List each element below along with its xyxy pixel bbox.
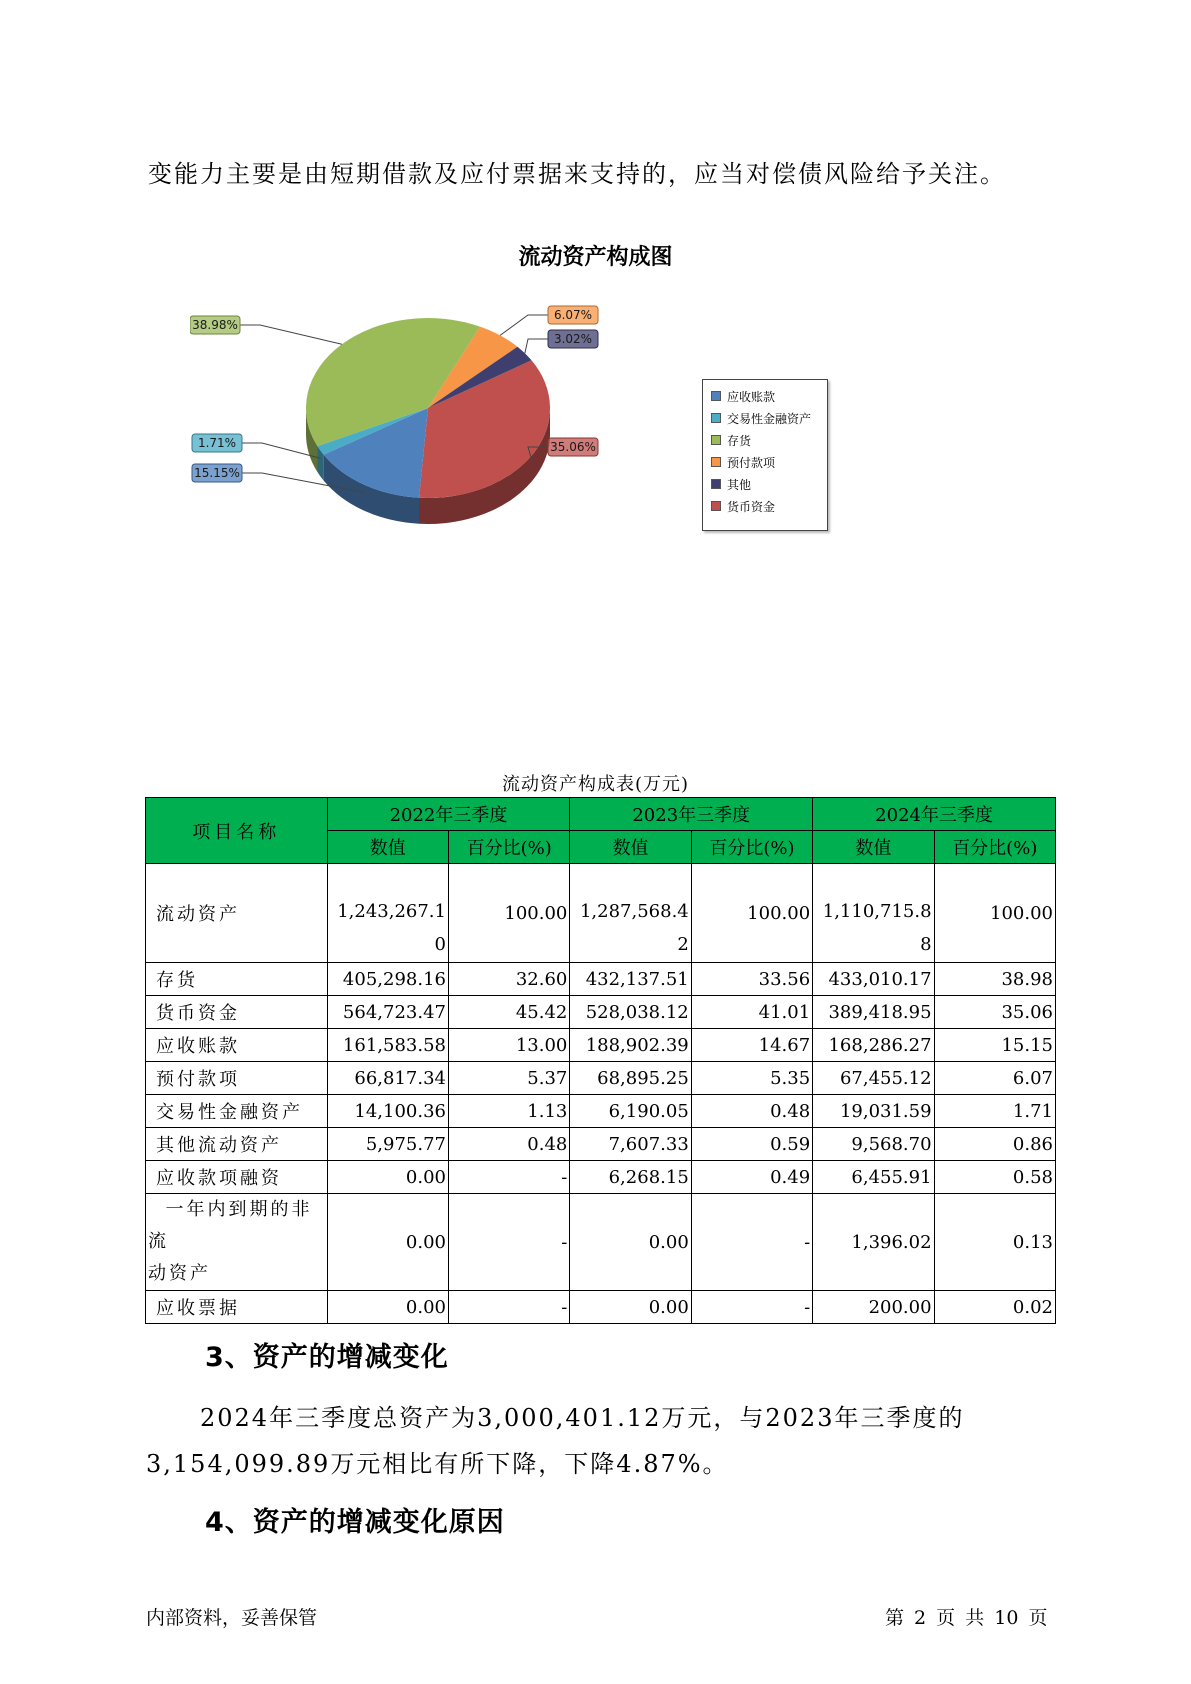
legend-swatch [711, 391, 721, 401]
table-cell: 33.56 [691, 963, 812, 996]
legend-item [711, 496, 775, 516]
table-cell: 38.98 [934, 963, 1055, 996]
table-cell: - [691, 1194, 812, 1291]
table-caption: 流动资产构成表(万元) [501, 774, 690, 795]
table-cell: - [691, 1291, 812, 1324]
leader-line [525, 339, 548, 353]
table-cell: 0.48 [448, 1128, 569, 1161]
table-cell: 168,286.27 [813, 1029, 934, 1062]
header-year-2022: 2022年三季度 [327, 798, 570, 831]
table-cell: 6,268.15 [570, 1161, 691, 1194]
table-cell: 0.48 [691, 1095, 812, 1128]
table-cell: - [448, 1291, 569, 1324]
data-label: 3.02% [553, 332, 593, 346]
legend-item [711, 474, 751, 494]
table-cell: 1.13 [448, 1095, 569, 1128]
row-label: 预付款项 [146, 1062, 328, 1095]
data-label: 15.15% [194, 466, 240, 480]
cell-value-2024: 1,110,715.8 8 [813, 864, 934, 963]
cell-value-2022: 1,243,267.1 0 [327, 864, 448, 963]
header-value: 数值 [813, 831, 934, 864]
table-cell: - [448, 1161, 569, 1194]
table-cell: - [448, 1194, 569, 1291]
table-cell: 188,902.39 [570, 1029, 691, 1062]
table-cell: 45.42 [448, 996, 569, 1029]
cell-percent-2022: 100.00 [448, 864, 569, 963]
legend-swatch [711, 479, 721, 489]
table-row [146, 1161, 1056, 1194]
row-label: 存货 [146, 963, 328, 996]
table-cell: 200.00 [813, 1291, 934, 1324]
legend-item [711, 386, 775, 406]
table-cell: 0.13 [934, 1194, 1055, 1291]
chart-title: 流动资产构成图 [518, 245, 673, 270]
header-percent: 百分比(%) [934, 831, 1055, 864]
section-heading-3: 3、资产的增减变化 [205, 1342, 449, 1373]
row-label: 流动资产 [146, 864, 328, 963]
table-cell: 5,975.77 [327, 1128, 448, 1161]
table-cell: 0.86 [934, 1128, 1055, 1161]
legend-label: 其他 [727, 477, 752, 492]
table-cell: 6.07 [934, 1062, 1055, 1095]
table-cell: 15.15 [934, 1029, 1055, 1062]
header-percent: 百分比(%) [691, 831, 812, 864]
legend-item [711, 430, 751, 450]
legend-label: 预付款项 [727, 455, 776, 470]
data-label: 6.07% [553, 308, 593, 322]
intro-paragraph: 变能力主要是由短期借款及应付票据来支持的，应当对偿债风险给予关注。 [148, 160, 1006, 188]
data-label: 35.06% [550, 440, 596, 454]
header-value: 数值 [327, 831, 448, 864]
summary-line-1: 2024年三季度总资产为3,000,401.12万元，与2023年三季度的 [200, 1404, 965, 1432]
table-cell: 405,298.16 [327, 963, 448, 996]
table-cell: 68,895.25 [570, 1062, 691, 1095]
table-cell: 67,455.12 [813, 1062, 934, 1095]
cell-percent-2024: 100.00 [934, 864, 1055, 963]
legend-swatch [711, 501, 721, 511]
table-cell: 1.71 [934, 1095, 1055, 1128]
footer-page-number: 第 2 页 共 10 页 [885, 1607, 1048, 1629]
table-cell: 9,568.70 [813, 1128, 934, 1161]
table-cell: 0.00 [570, 1291, 691, 1324]
legend-swatch [711, 457, 721, 467]
row-label: 应收账款 [146, 1029, 328, 1062]
table-row [146, 1291, 1056, 1324]
legend-item [711, 452, 775, 472]
pie-chart [190, 300, 690, 560]
leader-line [500, 315, 548, 335]
legend-label: 货币资金 [727, 499, 776, 514]
legend-swatch [711, 435, 721, 445]
table-cell: 1,396.02 [813, 1194, 934, 1291]
row-label: 应收票据 [146, 1291, 328, 1324]
leader-line [240, 325, 342, 344]
header-year-2023: 2023年三季度 [570, 798, 813, 831]
data-label: 38.98% [192, 318, 238, 332]
table-row [146, 1029, 1056, 1062]
table-cell: 41.01 [691, 996, 812, 1029]
table-row [146, 1095, 1056, 1128]
header-item-name: 项目名称 [146, 798, 328, 864]
legend-swatch [711, 413, 721, 423]
legend-label: 交易性金融资产 [727, 411, 812, 426]
header-value: 数值 [570, 831, 691, 864]
table-cell: 7,607.33 [570, 1128, 691, 1161]
table-cell: 32.60 [448, 963, 569, 996]
chart-legend [702, 379, 828, 531]
legend-label: 存货 [727, 433, 752, 448]
table-cell: 6,190.05 [570, 1095, 691, 1128]
row-label: 交易性金融资产 [146, 1095, 328, 1128]
header-percent: 百分比(%) [448, 831, 569, 864]
section-heading-4: 4、资产的增减变化原因 [205, 1507, 505, 1538]
table-cell: 13.00 [448, 1029, 569, 1062]
table-cell: 389,418.95 [813, 996, 934, 1029]
table-cell: 0.00 [327, 1194, 448, 1291]
data-label: 1.71% [197, 436, 237, 450]
table-cell: 0.59 [691, 1128, 812, 1161]
table-cell: 528,038.12 [570, 996, 691, 1029]
table-cell: 0.00 [570, 1194, 691, 1291]
table-cell: 6,455.91 [813, 1161, 934, 1194]
table-cell: 5.37 [448, 1062, 569, 1095]
row-label: 应收款项融资 [146, 1161, 328, 1194]
table-cell: 14.67 [691, 1029, 812, 1062]
table-cell: 0.49 [691, 1161, 812, 1194]
table-row-total [146, 864, 1056, 963]
row-label: 货币资金 [146, 996, 328, 1029]
table-cell: 0.58 [934, 1161, 1055, 1194]
table-cell: 19,031.59 [813, 1095, 934, 1128]
legend-label: 应收账款 [727, 389, 776, 404]
header-year-2024: 2024年三季度 [813, 798, 1056, 831]
table-cell: 14,100.36 [327, 1095, 448, 1128]
table-cell: 0.02 [934, 1291, 1055, 1324]
table-cell: 66,817.34 [327, 1062, 448, 1095]
table-row [146, 1128, 1056, 1161]
row-label: 一年内到期的非流 动资产 [146, 1194, 328, 1291]
table-cell: 161,583.58 [327, 1029, 448, 1062]
legend-item [711, 408, 811, 428]
table-cell: 35.06 [934, 996, 1055, 1029]
row-label: 其他流动资产 [146, 1128, 328, 1161]
table-cell: 0.00 [327, 1161, 448, 1194]
table-row [146, 1062, 1056, 1095]
table-cell: 432,137.51 [570, 963, 691, 996]
table-row [146, 1194, 1056, 1291]
current-assets-table [145, 797, 1056, 1324]
table-cell: 564,723.47 [327, 996, 448, 1029]
table-cell: 0.00 [327, 1291, 448, 1324]
table-row [146, 996, 1056, 1029]
summary-line-2: 3,154,099.89万元相比有所下降，下降4.87%。 [146, 1450, 729, 1478]
table-cell: 433,010.17 [813, 963, 934, 996]
cell-percent-2023: 100.00 [691, 864, 812, 963]
table-cell: 5.35 [691, 1062, 812, 1095]
footer-confidential: 内部资料，妥善保管 [146, 1607, 318, 1629]
cell-value-2023: 1,287,568.4 2 [570, 864, 691, 963]
table-row [146, 963, 1056, 996]
